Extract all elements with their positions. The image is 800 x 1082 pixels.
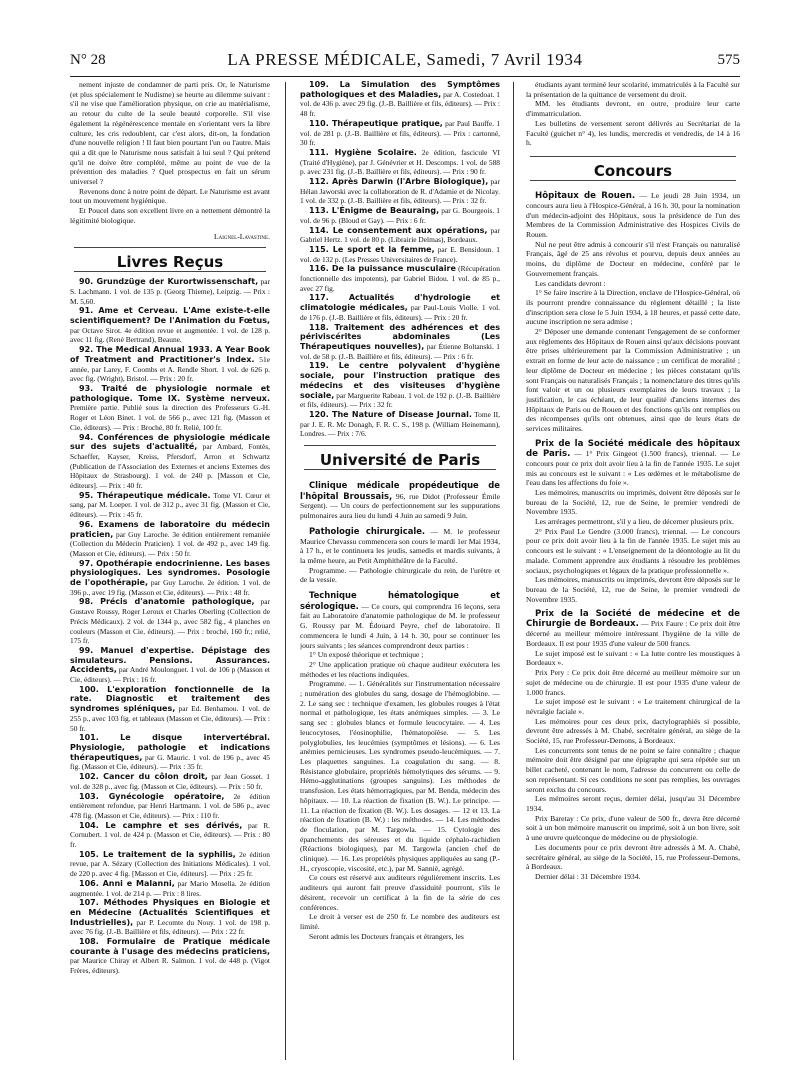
book-details: par E. Bensidoun. 1 vol. de 132 p. (Les Presses Universitaires de France). <box>300 244 500 264</box>
book-entry <box>70 850 270 879</box>
book-details: par André Moulonguet. 1 vol. de 106 p (Masson et Cie, éditeurs). — Prix : 16 fr. <box>70 665 270 685</box>
announcement-heading: Hôpitaux de Rouen. <box>535 190 636 201</box>
book-entry <box>70 345 270 384</box>
book-details: par Jean Gosset. 1 vol. de 328 p., avec fig. (Masson et Cie, éditeurs). — Prix : 50 fr. <box>70 772 270 791</box>
header-rule <box>70 76 740 77</box>
announcement-text: 1° Un exposé théorique et technique ; <box>309 650 424 660</box>
book-title: 101. Le disque intervertébral. Physiologie, pathologie et indications thérapeutiques, <box>70 733 270 762</box>
announcement-text: Programme. — 1. Généralités sur l'instrumentation nécessaire ; numération des globules du sang, dosage de l'hémoglobine. — 2. Le sang sec : technique d'examen, les globules rouges à l'état normal et pathologique, les états anémiques simples. — 3. Le sang sec : globules blancs et formule leucocytaire. — 4. Les leucocytoses, l'éosinophilie, l'hématopoïèse. — 5. Les polyglobulies, les leucémies (symptômes et lésions). — 6. Les anémies pernicieuses. Les syndromes pseudo-leucémiques. — 7. Les plaquettes sanguines. La coagulation du sang. — 8. Résistance globulaire, propriétés hémolytiques des sérums. — 9. Hémo-agglutinations (groupes sanguins). Les méthodes de transfusion. Les états hémorragiques, par M. Benda, médecin des hôpitaux. — 10. La réaction de fixation (B. W.). Le principe. — 11. La réaction de fixation (B. W.). Les dosages. — 12 et 13. La réaction de fixation (B. W.) : les méthodes. — 14. Les méthodes de floculation, par M. Targowla. — 15. Cytologie des épanchements des séreuses et du liquide céphalo-rachidien (Réactions biologiques), par M. Targowla (ancien chef de clinique). — 16. Les propriétés physiques appliquées au sang (P.-H., cryoscopie, viscosité, etc.), par M. Sannié, agrégé. <box>300 679 500 873</box>
announcement-text: — M. le professeur Maurice Chevassu commencera son cours le mardi 1er Mai 1934, à 17 h., et le continuera les jeudis, samedis et mardis suivants, à la même heure, au Petit Amphithéâtre de la Faculté. <box>300 526 500 565</box>
book-details: par Paul-Louis Violle. 1 vol. de 176 p. (J.-B. Baillière et fils, éditeurs). — Prix : 20 fr. <box>300 303 500 322</box>
article-paragraph: étudiants ayant terminé leur scolarité, immatriculés à la Faculté sur la présentation de la quittance de versement du droit. <box>526 80 740 99</box>
book-details: par Hélan Jaworski avec la collaboration de R. d'Adamie et de Nicolay. 1 vol. de 332 p. (J.-B. Baillière et fils, éditeurs). — Prix : 32 fr. <box>300 177 500 206</box>
book-entry <box>70 937 270 976</box>
announcement-heading: Prix de la Société médicale des hôpitaux de Paris. <box>526 438 740 459</box>
book-title: 90. Grundzüge der Kurortwissenschaft, <box>79 277 259 287</box>
book-title: 105. Le traitement de la syphilis, <box>79 849 236 859</box>
naturisme-article <box>70 80 270 226</box>
book-title: 93. Traité de physiologie normale et pathologique. Tome IX. Système nerveux. <box>70 383 270 403</box>
announcement-heading: Technique hématologique et sérologique. <box>300 590 500 611</box>
book-entry <box>300 410 500 439</box>
column-divider <box>513 82 514 1060</box>
book-details: par R. Cornubert. 1 vol. de 424 p. (Masson et Cie, éditeurs). — Prix : 80 fr. <box>70 820 270 850</box>
article-paragraph: nement injuste de condamner de parti pris. Or, le Naturisme (et plus spécialement le Nudisme) se heurte au dilemme suivant : s'il ne vise que l'amélioration physique, on crie au matérialisme, au retour du culte de la seule beauté corporelle. S'il vise également la régénérescence mentale en s'orientant vers la libre culture, les cris redoublent, car c'est alors, dit-on, la fondation d'une nouvelle religion ! Il faut bien pourtant l'un ou l'autre. Mais qui a dit que le Naturisme nous satisfait à lui seul ? Qui prétend qu'il ne doive être complété, même au point de vue de la prévention des maladies ? Quel prospectus en fait un sérum universel ? <box>70 80 270 187</box>
book-title: 118. Traitement des adhérences et des périviscérites abdominales (Les Thérapeutiques nouvelles), <box>300 322 500 351</box>
book-entry <box>300 148 500 177</box>
book-details: par Mario Mosella. 2e édition augmentée. 1 vol. de 214 p. — Prix : 8 lires. <box>70 878 270 898</box>
book-details: par Gabriel Hertz. 1 vol. de 80 p. (Librairie Delmas), Bordeaux. <box>300 225 500 245</box>
book-title: 119. Le centre polyvalent d'hygiène sociale, pour l'instruction pratique des médecins et des visiteuses d'hygiène sociale, <box>300 361 500 400</box>
book-details: par Ed. Benhamou. 1 vol. de 255 p., avec 103 fig. et tableaux (Masson et Cie, éditeurs). — Prix : 50 fr. <box>70 704 270 733</box>
book-details: 2e édition, fascicule VI (Traité d'Hygiène), par J. Génévrier et H. Descomps. 1 vol. de 588 p. avec 231 fig. (J.-B. Baillière et fils, éditeurs). — Prix : 90 fr. <box>300 147 500 177</box>
book-details: par Ambard, Fontès, Schaeffer, Kayser, Kreiss, Pfersdorf, Arron et Schwartz (Publication de l'Association des Externes et anciens Externes des Hôpitaux de Strasbourg). 1 vol. de 240 p. [Masson et Cie, éditeurs]. — Prix : 40 fr. <box>70 442 270 491</box>
announcement-text: Le sujet imposé est le suivant : « La lutte contre les moustiques à Bordeaux ». <box>526 648 740 668</box>
book-details: Tome II, par J. E. R. Mc Donagh, F. R. C. S., 198 p. (William Heinemann), Londres. — Prix : 7/6. <box>300 409 500 439</box>
section-title-livres-recus: Livres Reçus <box>116 253 224 272</box>
announcement-paragraph <box>300 650 500 660</box>
announcement-text: Prix Baretay : Ce prix, d'une valeur de 500 fr., devra être décerné soit à un bon mémoire manuscrit ou imprimé, soit à un bon livre, soit à une œuvre quelconque de médecine ou de physiologie. <box>526 813 740 843</box>
book-title: 91. Ame et Cerveau. L'Ame existe-t-elle scientifiquement? De l'Animation du Fœtus, <box>70 306 270 326</box>
announcement-paragraph <box>300 912 500 931</box>
book-details: par G. Bourgeois. 1 vol. de 96 p. (Bloud et Gay). — Prix : 6 fr. <box>300 206 500 225</box>
book-entry <box>70 277 270 306</box>
announcement-paragraph <box>526 872 740 882</box>
announcement-text: Seront admis les Docteurs français et étrangers, les <box>309 931 464 941</box>
book-entry <box>70 520 270 559</box>
book-title: 113. L'Énigme de Beauraing, <box>309 206 440 216</box>
universite-continued <box>526 80 740 148</box>
announcement-text: Ce cours est réservé aux auditeurs régulièrement inscrits. Les auditeurs qui auront fait preuve d'assiduité pourront, s'ils le désirent, recevoir un certificat à la fin de la série de ces conférences. <box>300 873 500 912</box>
book-title: 104. Le camphre et ses dérivés, <box>79 820 243 830</box>
book-title: 114. Le consentement aux opérations, <box>309 225 488 235</box>
announcement-text: 96, rue Didot (Professeur Émile Sergent). — Un cours de perfectionnement sur les suppurations pulmonaires aura lieu du lundi 4 Juin au samedi 9 Juin. <box>300 491 500 521</box>
announcement-paragraph <box>526 794 740 813</box>
book-entry <box>70 646 270 685</box>
announcement-paragraph <box>300 480 500 521</box>
announcement-paragraph <box>526 191 740 240</box>
announcement-text: Les mémoires seront reçus, dernier délai, jusqu'au 31 Décembre 1934. <box>526 794 740 813</box>
book-entry <box>70 879 270 898</box>
book-title: 106. Anni e Malanni, <box>79 878 175 888</box>
announcement-paragraph <box>300 932 500 942</box>
book-title: 96. Examens de laboratoire du médecin praticien, <box>70 519 270 539</box>
announcement-text: 2° Prix Paul Le Gendre (3.000 francs), triennal. — Le concours pour ce prix doit avoir lieu à la fin de l'année 1935. Le sujet mis au concours est le suivant : « L'enseignement de la déontologie au lit du malade. Comment apprendre aux étudiants à résoudre les problèmes sociaux, psychologiques et légaux de la pratique professionnelle ». <box>526 526 740 575</box>
announcement-paragraph <box>526 288 740 327</box>
article-paragraph: Revenons donc à notre point de départ. Le Naturisme est avant tout un mouvement hygiénique. <box>70 186 270 206</box>
book-entry <box>70 772 270 791</box>
book-entry <box>300 323 500 362</box>
announcement-paragraph <box>300 679 500 873</box>
announcement-text: — Prix Faure : Ce prix doit être décerné au meilleur mémoire intéressant l'hygiène de la ville de Bordeaux. Il est pour 1935 d'une valeur de 500 francs. <box>526 619 740 649</box>
announcement-paragraph <box>526 814 740 843</box>
book-details: 2e édition entièrement refondue, par Henri Hartmann. 1 vol. de 586 p., avec 478 fig. (Masson et Cie, éditeurs). — Prix : 110 fr. <box>70 791 270 820</box>
book-entry <box>70 559 270 598</box>
book-entry <box>300 245 500 264</box>
announcement-text: Les mémoires pour ces deux prix, dactylographiés si possible, devront être adressés à M. Chabé, secrétaire général, au siège de la Société, 15, rue Professeur-Demons, à Bordeaux. <box>526 716 740 746</box>
announcement-paragraph <box>526 746 740 795</box>
announcement-text: 2° Déposer une demande contenant l'engagement de se conformer aux règlements des Hôpitaux de Rouen ainsi qu'aux décisions pouvant être prises ultérieurement par la Commission Administrative ; un extrait en forme de leur acte de naissance ; un certificat de moralité ; leur diplôme de Docteur en médecine ; les pièces constatant qu'ils sont Français ou naturalisés Français ; la nomenclature des titres qu'ils font valoir et un ou plusieurs exemplaires de leurs travaux ; la justification, le cas échéant, de leur qualité d'anciens internes des Hôpitaux de Paris ou de Rouen et des fonctions qu'ils ont remplies ou des récompenses qu'ils ont obtenues, ainsi que de leurs états de services militaires. <box>526 327 740 434</box>
announcement-paragraph <box>526 439 740 488</box>
announcement-text: Les mémoires, manuscrits ou imprimés, devront être déposés sur le bureau de la Société, 12, rue de Seine, le premier vendredi de Novembre 1935. <box>526 575 740 604</box>
announcement-paragraph <box>526 609 740 648</box>
announcement-paragraph <box>526 488 740 517</box>
announcement-paragraph <box>526 668 740 697</box>
book-title: 109. La Simulation des Symptômes pathologiques et des Maladies, <box>300 80 500 99</box>
page-number: 575 <box>717 52 740 68</box>
announcement-text: Les candidats devront : <box>535 278 606 288</box>
announcement-paragraph <box>300 873 500 912</box>
book-title: 98. Précis d'anatomie pathologique, <box>79 597 255 607</box>
book-title: 112. Après Darwin (l'Arbre Biologique), <box>309 177 489 187</box>
article-paragraph: Et Poucel dans son excellent livre en a nettement démontré la légitimité biologique. <box>70 206 270 225</box>
announcement-paragraph <box>526 717 740 746</box>
book-entry <box>300 177 500 206</box>
book-entry <box>300 226 500 245</box>
book-details: par P. Lecomte du Nouy. 1 vol. de 198 p. avec 76 fig. (J.-B. Baillière et fils, éditeurs). — Prix : 22 fr. <box>70 917 270 937</box>
column-right <box>526 80 740 1065</box>
book-details: (Récupération fonctionnelle des impotents), par Gabriel Bidou. 1 vol. de 85 p., avec 27 fig. <box>300 264 500 293</box>
article-signature: Laignel-Lavastine. <box>213 231 270 241</box>
announcement-paragraph <box>526 697 740 716</box>
announcement-paragraph <box>526 279 740 289</box>
announcement-paragraph <box>526 327 740 434</box>
announcement-heading: Prix de la Société de médecine et de Chirurgie de Bordeaux. <box>526 609 740 630</box>
journal-title: LA PRESSE MÉDICALE, Samedi, 7 Avril 1934 <box>227 50 583 69</box>
announcement-paragraph <box>526 517 740 527</box>
announcement-text: Programme. — Pathologie chirurgicale du rein, de l'urètre et de la vessie. <box>300 565 500 585</box>
announcement-paragraph <box>526 649 740 668</box>
book-entry <box>70 685 270 734</box>
announcement-text: 1° Se faire inscrire à la Direction, enclave de l'Hospice-Général, où ils pourront prendre connaissance du règlement détaillé ; la liste d'inscription sera close le 5 Juin 1934, à 18 heures, et passé cette date, aucune inscription ne sera admise ; <box>526 288 740 327</box>
book-title: 95. Thérapeutique médicale. <box>79 490 211 500</box>
announcement-paragraph <box>526 527 740 576</box>
book-details: par Étienne Boltanski. 1 vol. de 58 p. (J.-B. Baillière et fils, éditeurs). — Prix : 6 fr. <box>300 341 500 361</box>
book-details: par Guy Laroche. 2e édition. 1 vol. de 396 p., avec 19 fig. (Masson et Cie, éditeurs). — Prix : 48 fr. <box>70 578 270 597</box>
book-details: 2e édition revue, par A. Sézary (Collection des Initiations Médicales). 1 vol. de 220 p. avec 4 fig. [Masson et Cie, éditeurs]. — Prix : 25 fr. <box>70 849 270 879</box>
book-details: Première partie. Publié sous la direction des Professeurs G.-H. Roger et Léon Binet. 1 vol. de 566 p., avec 121 fig. (Masson et Cie, éditeurs). — Prix : Broché, 80 fr. Relié, 100 fr. <box>70 403 270 432</box>
column-left <box>70 80 270 1065</box>
announcement-paragraph <box>300 566 500 585</box>
book-title: 97. Opothérapie endocrinienne. Les bases physiologiques. Les syndromes. Posologie de l'opothérapie, <box>70 558 270 588</box>
book-details: par S. Lachmann. 1 vol. de 135 p. (Georg Thieme), Leipzig. — Prix : M. 5,60. <box>70 277 270 306</box>
book-title: 120. The Nature of Disease Journal. <box>309 409 472 419</box>
book-entry <box>70 306 270 345</box>
book-entry <box>70 792 270 821</box>
book-title: 110. Thérapeutique pratique, <box>309 118 443 128</box>
announcement-text: Prix Pery : Ce prix doit être décerné au meilleur mémoire sur un sujet de médecine ou de chirurgie. Il est pour 1935 d'une valeur de 1.000 francs. <box>526 668 740 697</box>
book-title: 100. L'exploration fonctionnelle de la rate. Diagnostic et traitement des syndromes spléniques, <box>70 684 270 714</box>
article-paragraph: MM. les étudiants devront, en outre, produire leur carte d'immatriculation. <box>526 99 740 119</box>
book-details: par Paul Bauffe. 1 vol. de 281 p. (J.-B. Baillière et fils, éditeurs). — Prix : cartonné, 30 fr. <box>300 118 500 148</box>
announcement-text: Le sujet imposé est le suivant : « Le traitement chirurgical de la névralgie faciale ». <box>526 697 740 716</box>
book-title: 103. Gynécologie opératoire, <box>79 791 225 801</box>
column-middle <box>300 80 500 1065</box>
announcement-text: Dernier délai : 31 Décembre 1934. <box>535 871 641 881</box>
book-entry <box>300 293 500 322</box>
announcement-text: Les mémoires, manuscrits ou imprimés, doivent être déposés sur le bureau de la Société, 12, rue de Seine, le premier vendredi de Novembre 1935. <box>526 487 740 517</box>
book-details: par Guy Laroche. 3e édition entièrement remaniée (Collection du Médecin Praticien). 1 vol. de 492 p., avec 149 fig. (Masson et Cie, éditeurs). — Prix : 50 fr. <box>70 529 270 558</box>
book-entry <box>70 733 270 772</box>
announcement-text: Nul ne peut être admis à concourir s'il n'est Français ou naturalisé Français, âgé de 25 ans révolus et pourvu, depuis deux années au moins, du diplôme de Docteur en médecine, conféré par le Gouvernement français. <box>526 239 740 278</box>
book-details: par G. Mauric. 1 vol. de 196 p., avec 45 fig. (Masson et Cie, éditeurs). — Prix : 35 fr. <box>70 752 270 772</box>
books-list-continued <box>300 80 500 439</box>
universite-announcements <box>300 480 500 941</box>
announcement-text: 2° Une application pratique où chaque auditeur exécutera les méthodes et les réactions indiquées. <box>300 659 500 679</box>
issue-number: N° 28 <box>70 52 106 68</box>
book-entry <box>70 384 270 433</box>
book-title: 92. The Medical Annual 1933. A Year Book of Treatment and Practitioner's Index. <box>70 345 270 364</box>
book-details: Tome VI. Cœur et sang, par M. Loeper. 1 vol. de 312 p., avec 31 fig. (Masson et Cie, éditeurs). — Prix : 45 fr. <box>70 490 270 520</box>
announcement-paragraph <box>526 240 740 279</box>
book-title: 111. Hygiène Scolaire. <box>309 147 417 157</box>
section-title-universite: Université de Paris <box>319 451 481 470</box>
book-entry <box>300 264 500 293</box>
announcement-paragraph <box>300 590 500 650</box>
announcement-paragraph <box>300 526 500 566</box>
book-title: 94. Conférences de physiologie médicale sur des sujets d'actualité, <box>70 432 270 452</box>
book-entry <box>70 491 270 520</box>
announcement-text: — 1° Prix Gingeot (1.500 francs), triennal. — Le concours pour ce prix doit avoir lieu à la fin de l'année 1935. Le sujet mis au concours est le suivant : « Les œdèmes et le métabolisme de l'eau dans les affections du foie ». <box>526 448 740 488</box>
book-title: 99. Manuel d'expertise. Dépistage des simulateurs. Pensions. Assurances. Accidents, <box>70 645 270 675</box>
announcement-paragraph <box>300 660 500 679</box>
book-entry <box>70 821 270 850</box>
announcement-paragraph <box>526 575 740 604</box>
announcement-text: — Ce cours, qui comprendra 16 leçons, sera fait au Laboratoire d'anatomie pathologique de M. le professeur G. Roussy par M. Édouard Peyre, chef de laboratoire. Il commencera le lundi 4 Juin, à 14 h. 30, pour se continuer les jours suivants ; les séances comprendront deux parties : <box>300 601 500 650</box>
announcement-heading: Clinique médicale propédeutique de l'hôpital Broussais, <box>300 480 500 501</box>
book-title: 117. Actualités d'hydrologie et climatologie médicales, <box>300 293 500 313</box>
section-title-concours: Concours <box>593 161 673 180</box>
announcement-text: Les documents pour ce prix devront être adressés à M. A. Chabé, secrétaire général, au siège de la Société, 15, rue Professeur-Demons, à Bordeaux. <box>526 842 740 872</box>
book-details: par Maurice Chiray et Albert R. Salmon. 1 vol. de 448 p. (Vigot Frères, éditeurs). <box>70 956 270 976</box>
book-entry <box>70 898 270 937</box>
book-details: par Octave Sirot. 4e édition revue et augmentée. 1 vol. de 128 p. avec 11 fig. (René Bertrand), Beaune. <box>70 325 270 345</box>
announcement-paragraph <box>526 843 740 872</box>
announcement-text: Les arrérages permettront, s'il y a lieu, de décerner plusieurs prix. <box>535 517 734 527</box>
book-details: par Gustave Roussy, Roger Leroux et Charles Oberling (Collection de Précis Médicaux). 2 vol. de 1344 p., avec 582 fig., 4 planches en couleurs (Masson et Cie, éditeurs). — Prix : broché, 160 fr.; relié, 175 fr. <box>70 597 270 646</box>
book-entry <box>70 597 270 646</box>
book-title: 115. Le sport et la femme, <box>309 244 435 254</box>
book-title: 107. Méthodes Physiques en Biologie et en Médecine (Actualités Scientifiques et Industrielles), <box>70 898 270 927</box>
book-entry <box>70 433 270 491</box>
book-entry <box>300 119 500 148</box>
book-entry <box>300 80 500 119</box>
books-list <box>70 277 270 976</box>
book-details: par A. Costedoat. 1 vol. de 436 p. avec 29 fig. (J.-B. Baillière et fils, éditeurs). — Prix : 48 fr. <box>300 89 500 119</box>
announcement-heading: Pathologie chirurgicale. <box>309 525 426 536</box>
column-divider <box>285 82 286 1060</box>
book-title: 108. Formulaire de Pratique médicale courante à l'usage des médecins praticiens, <box>70 937 270 956</box>
page-header <box>70 50 740 76</box>
book-title: 102. Cancer du côlon droit, <box>79 772 208 782</box>
announcement-text: Les concurrents sont tenus de ne point se faire connaître ; chaque mémoire doit être désigné par une épigraphe qui sera répétée sur un billet cacheté, contenant le nom, l'adresse du concurrent ou celle de son représentant. Si ces conditions ne sont pas remplies, les ouvrages seront exclus du concours. <box>526 745 740 794</box>
book-entry <box>300 361 500 410</box>
book-details: par Marguerite Rabeau. 1 vol. de 192 p. (J.-B. Baillière et fils, éditeurs). — Prix : 32 fr. <box>300 390 500 410</box>
book-details: 51e année, par Larey, F. Coombs et A. Rendle Short. 1 vol. de 626 p. avec fig. (Wright), Bristol. — Prix : 20 fr. <box>70 354 270 384</box>
concours-announcements <box>526 191 740 882</box>
announcement-text: Le droit à verser est de 250 fr. Le nombre des auditeurs est limité. <box>300 912 500 931</box>
book-entry <box>300 206 500 225</box>
book-title: 116. De la puissance musculaire <box>309 264 456 274</box>
announcement-text: — Le jeudi 28 Juin 1934, un concours aura lieu à l'Hospice-Général, à 16 h. 30, pour la nomination d'un médecin-adjoint des Hôpitaux, sous la présidence de l'un des Membres de la Commission Administrative des Hospices Civils de Rouen. <box>526 190 740 240</box>
article-paragraph: Les bulletins de versement seront délivrés au Secrétariat de la Faculté (guichet n° 4), les lundis, mercredis et vendredis, de 14 à 16 h. <box>526 118 740 148</box>
